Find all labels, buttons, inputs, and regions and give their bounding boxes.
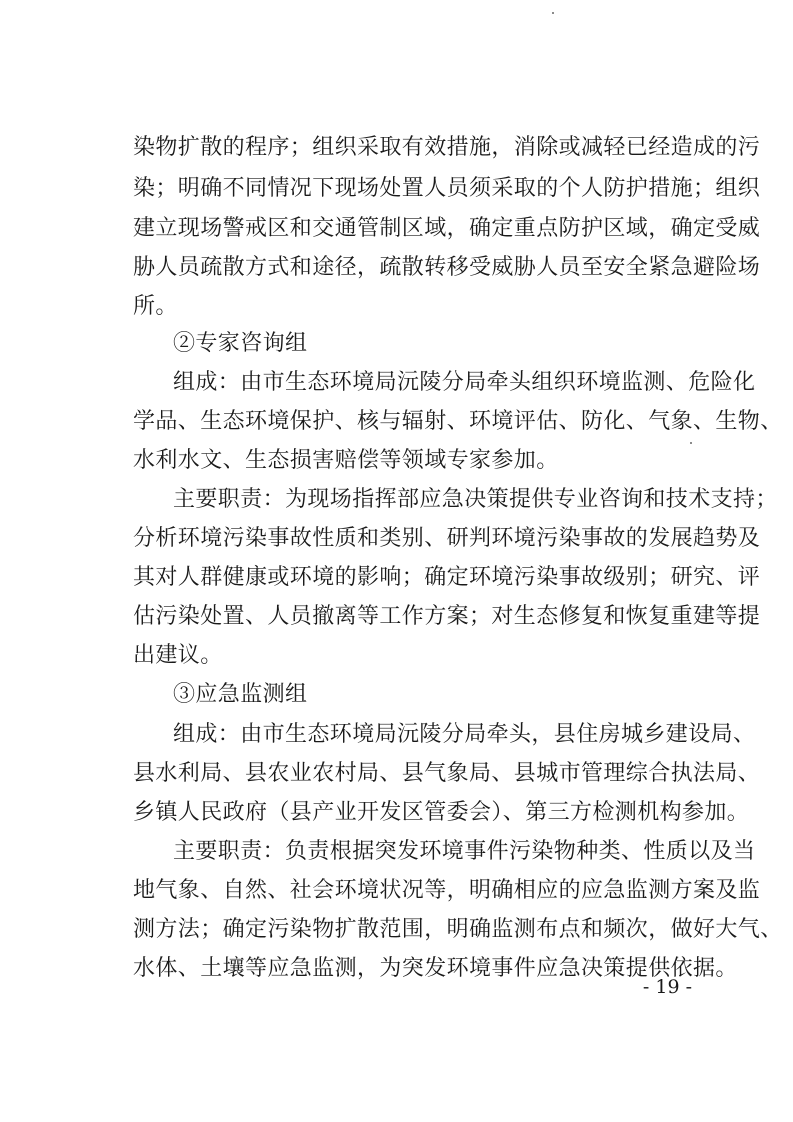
text-line: 学品、生态环境保护、核与辐射、环境评估、防化、气象、生物、 [133, 409, 783, 434]
section-heading: ②专家咨询组 [173, 331, 308, 356]
scan-speck [690, 442, 692, 444]
text-line: 染物扩散的程序；组织采取有效措施，消除或减轻已经造成的污 [133, 135, 761, 160]
text-line: 水利水文、生态损害赔偿等领域专家参加。 [133, 448, 559, 473]
text-line: 主要职责：为现场指挥部应急决策提供专业咨询和技术支持； [173, 487, 778, 512]
text-line: 其对人群健康或环境的影响；确定环境污染事故级别；研究、评 [133, 565, 761, 590]
section-heading: ③应急监测组 [173, 682, 308, 707]
page-number: - 19 - [642, 976, 692, 998]
text-line: 组成：由市生态环境局沅陵分局牵头组织环境监测、危险化 [173, 370, 756, 395]
text-line: 测方法；确定污染物扩散范围，明确监测布点和频次，做好大气、 [133, 917, 783, 942]
text-line: 县水利局、县农业农村局、县气象局、县城市管理综合执法局、 [133, 761, 761, 786]
scan-speck [552, 12, 554, 14]
text-line: 所。 [133, 294, 178, 319]
text-line: 水体、土壤等应急监测，为突发环境事件应急决策提供依据。 [133, 956, 738, 981]
text-line: 分析环境污染事故性质和类别、研判环境污染事故的发展趋势及 [133, 526, 761, 551]
text-line: 地气象、自然、社会环境状况等，明确相应的应急监测方案及监 [133, 878, 761, 903]
text-line: 建立现场警戒区和交通管制区域，确定重点防护区域，确定受威 [133, 216, 761, 241]
text-line: 主要职责：负责根据突发环境事件污染物种类、性质以及当 [173, 839, 756, 864]
text-line: 染；明确不同情况下现场处置人员须采取的个人防护措施；组织 [133, 176, 761, 201]
text-line: 胁人员疏散方式和途径，疏散转移受威胁人员至安全紧急避险场 [133, 255, 761, 280]
text-line: 估污染处置、人员撤离等工作方案；对生态修复和恢复重建等提 [133, 604, 761, 629]
text-line: 出建议。 [133, 643, 223, 668]
text-line: 组成：由市生态环境局沅陵分局牵头，县住房城乡建设局、 [173, 722, 756, 747]
text-line: 乡镇人民政府（县产业开发区管委会）、第三方检测机构参加。 [133, 800, 750, 825]
